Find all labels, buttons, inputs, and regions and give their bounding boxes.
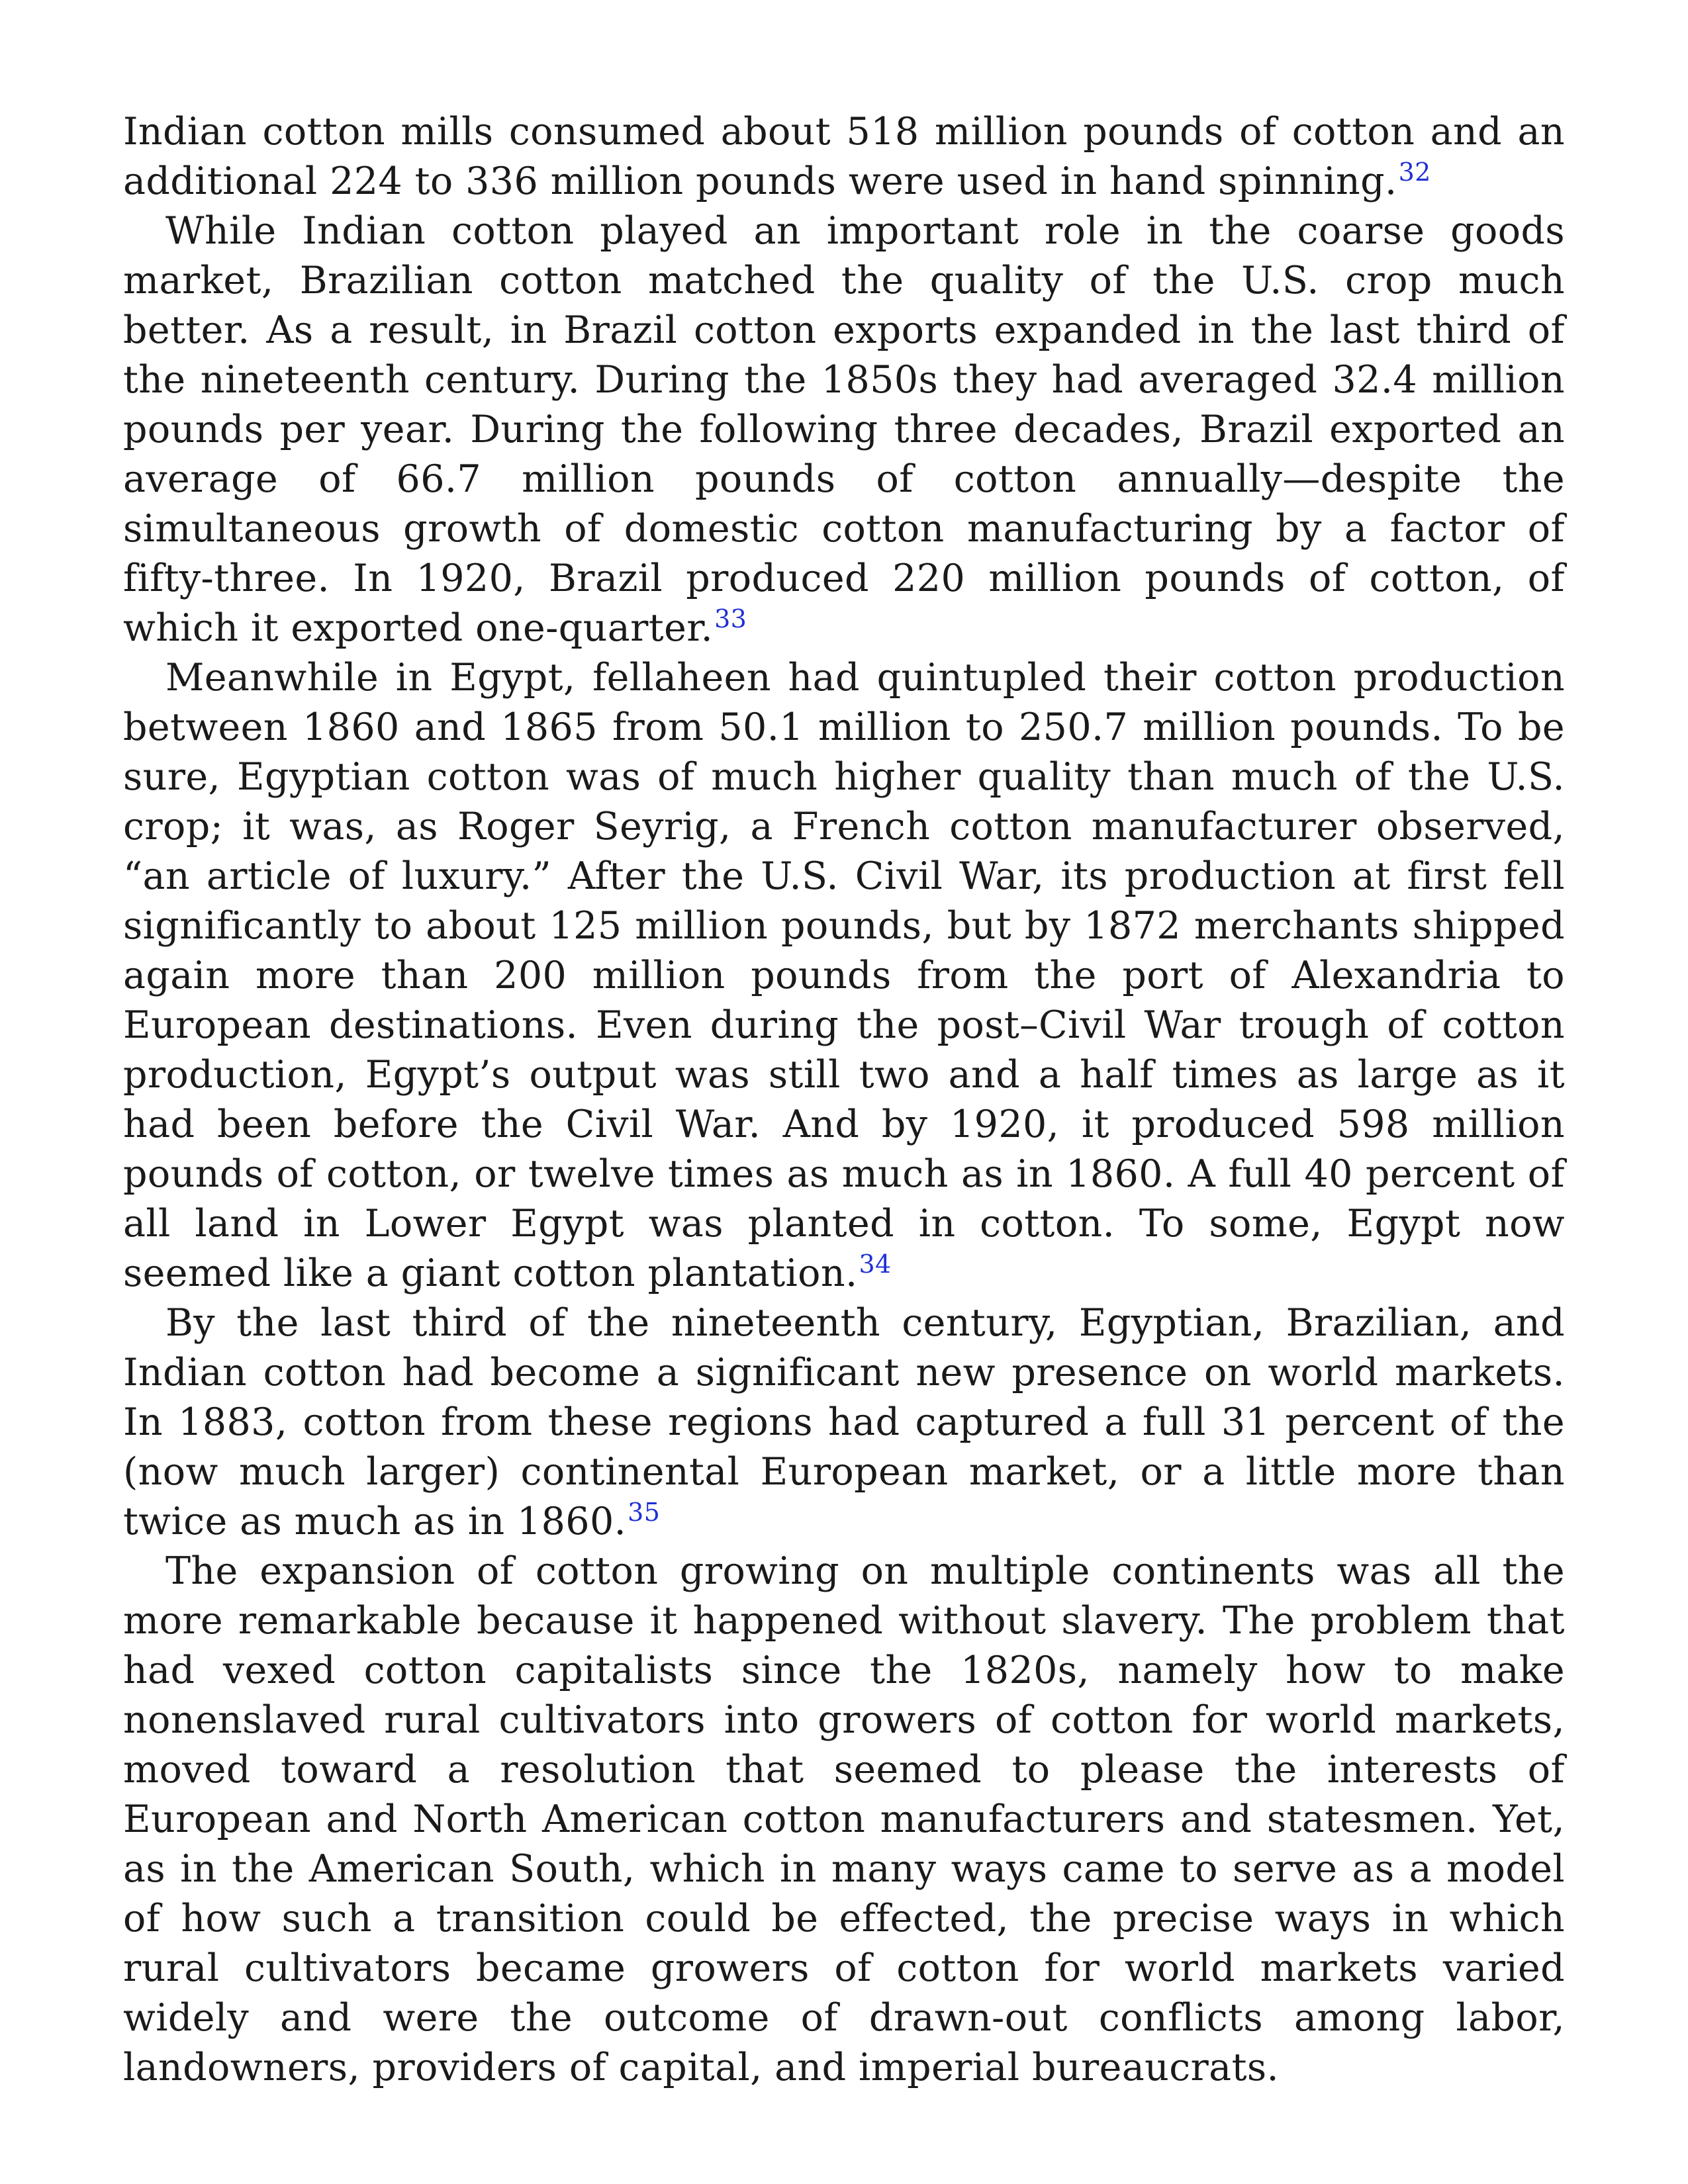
footnote-link-35[interactable]: 35 [628,1498,661,1527]
paragraph-5 [123,1547,1565,2093]
paragraph-3 [123,653,1565,1298]
paragraph-4 [123,1298,1565,1547]
footnote-link-33[interactable]: 33 [714,604,747,633]
footnote-link-34[interactable]: 34 [859,1250,892,1279]
paragraph-text: While Indian cotton played an important role in the coarse goods market, Brazilian cotton matched the quality of the U.S. crop much better. As a result, in Brazil cotton exports expanded in the last third of the nineteenth century. During the 1850s they had averaged 32.4 million pounds per year. During the following three decades, Brazil exported an average of 66.7 million pounds of cotton annually—despite the simultaneous growth of domestic cotton manufacturing by a factor of fifty-three. In 1920, Brazil produced 220 million pounds of cotton, of which it exported one-quarter. [123,209,1565,650]
footnote-link-32[interactable]: 32 [1398,158,1431,187]
paragraph-2 [123,206,1565,653]
paragraph-text: By the last third of the nineteenth century, Egyptian, Brazilian, and Indian cotton had become a significant new presence on world markets. In 1883, cotton from these regions had captured a full 31 percent of the (now much larger) continental European market, or a little more than twice as much as in 1860. [123,1301,1565,1543]
paragraph-text: Meanwhile in Egypt, fellaheen had quintupled their cotton production between 1860 and 1865 from 50.1 million to 250.7 million pounds. To be sure, Egyptian cotton was of much higher quality than much of the U.S. crop; it was, as Roger Seyrig, a French cotton manufacturer observed, “an article of luxury.” After the U.S. Civil War, its production at first fell significantly to about 125 million pounds, but by 1872 merchants shipped again more than 200 million pounds from the port of Alexandria to European destinations. Even during the post–Civil War trough of cotton production, Egypt’s output was still two and a half times as large as it had been before the Civil War. And by 1920, it produced 598 million pounds of cotton, or twelve times as much as in 1860. A full 40 percent of all land in Lower Egypt was planted in cotton. To some, Egypt now seemed like a giant cotton plantation. [123,656,1565,1295]
paragraph-1 [123,107,1565,206]
page-body [123,107,1565,2093]
paragraph-text: The expansion of cotton growing on multiple continents was all the more remarkable because it happened without slavery. The problem that had vexed cotton capitalists since the 1820s, namely how to make nonenslaved rural cultivators into growers of cotton for world markets, moved toward a resolution that seemed to please the interests of European and North American cotton manufacturers and statesmen. Yet, as in the American South, which in many ways came to serve as a model of how such a transition could be effected, the precise ways in which rural cultivators became growers of cotton for world markets varied widely and were the outcome of drawn-out conflicts among labor, landowners, providers of capital, and imperial bureaucrats. [123,1549,1565,2089]
paragraph-text: Indian cotton mills consumed about 518 million pounds of cotton and an additional 224 to 336 million pounds were used in hand spinning. [123,110,1565,203]
